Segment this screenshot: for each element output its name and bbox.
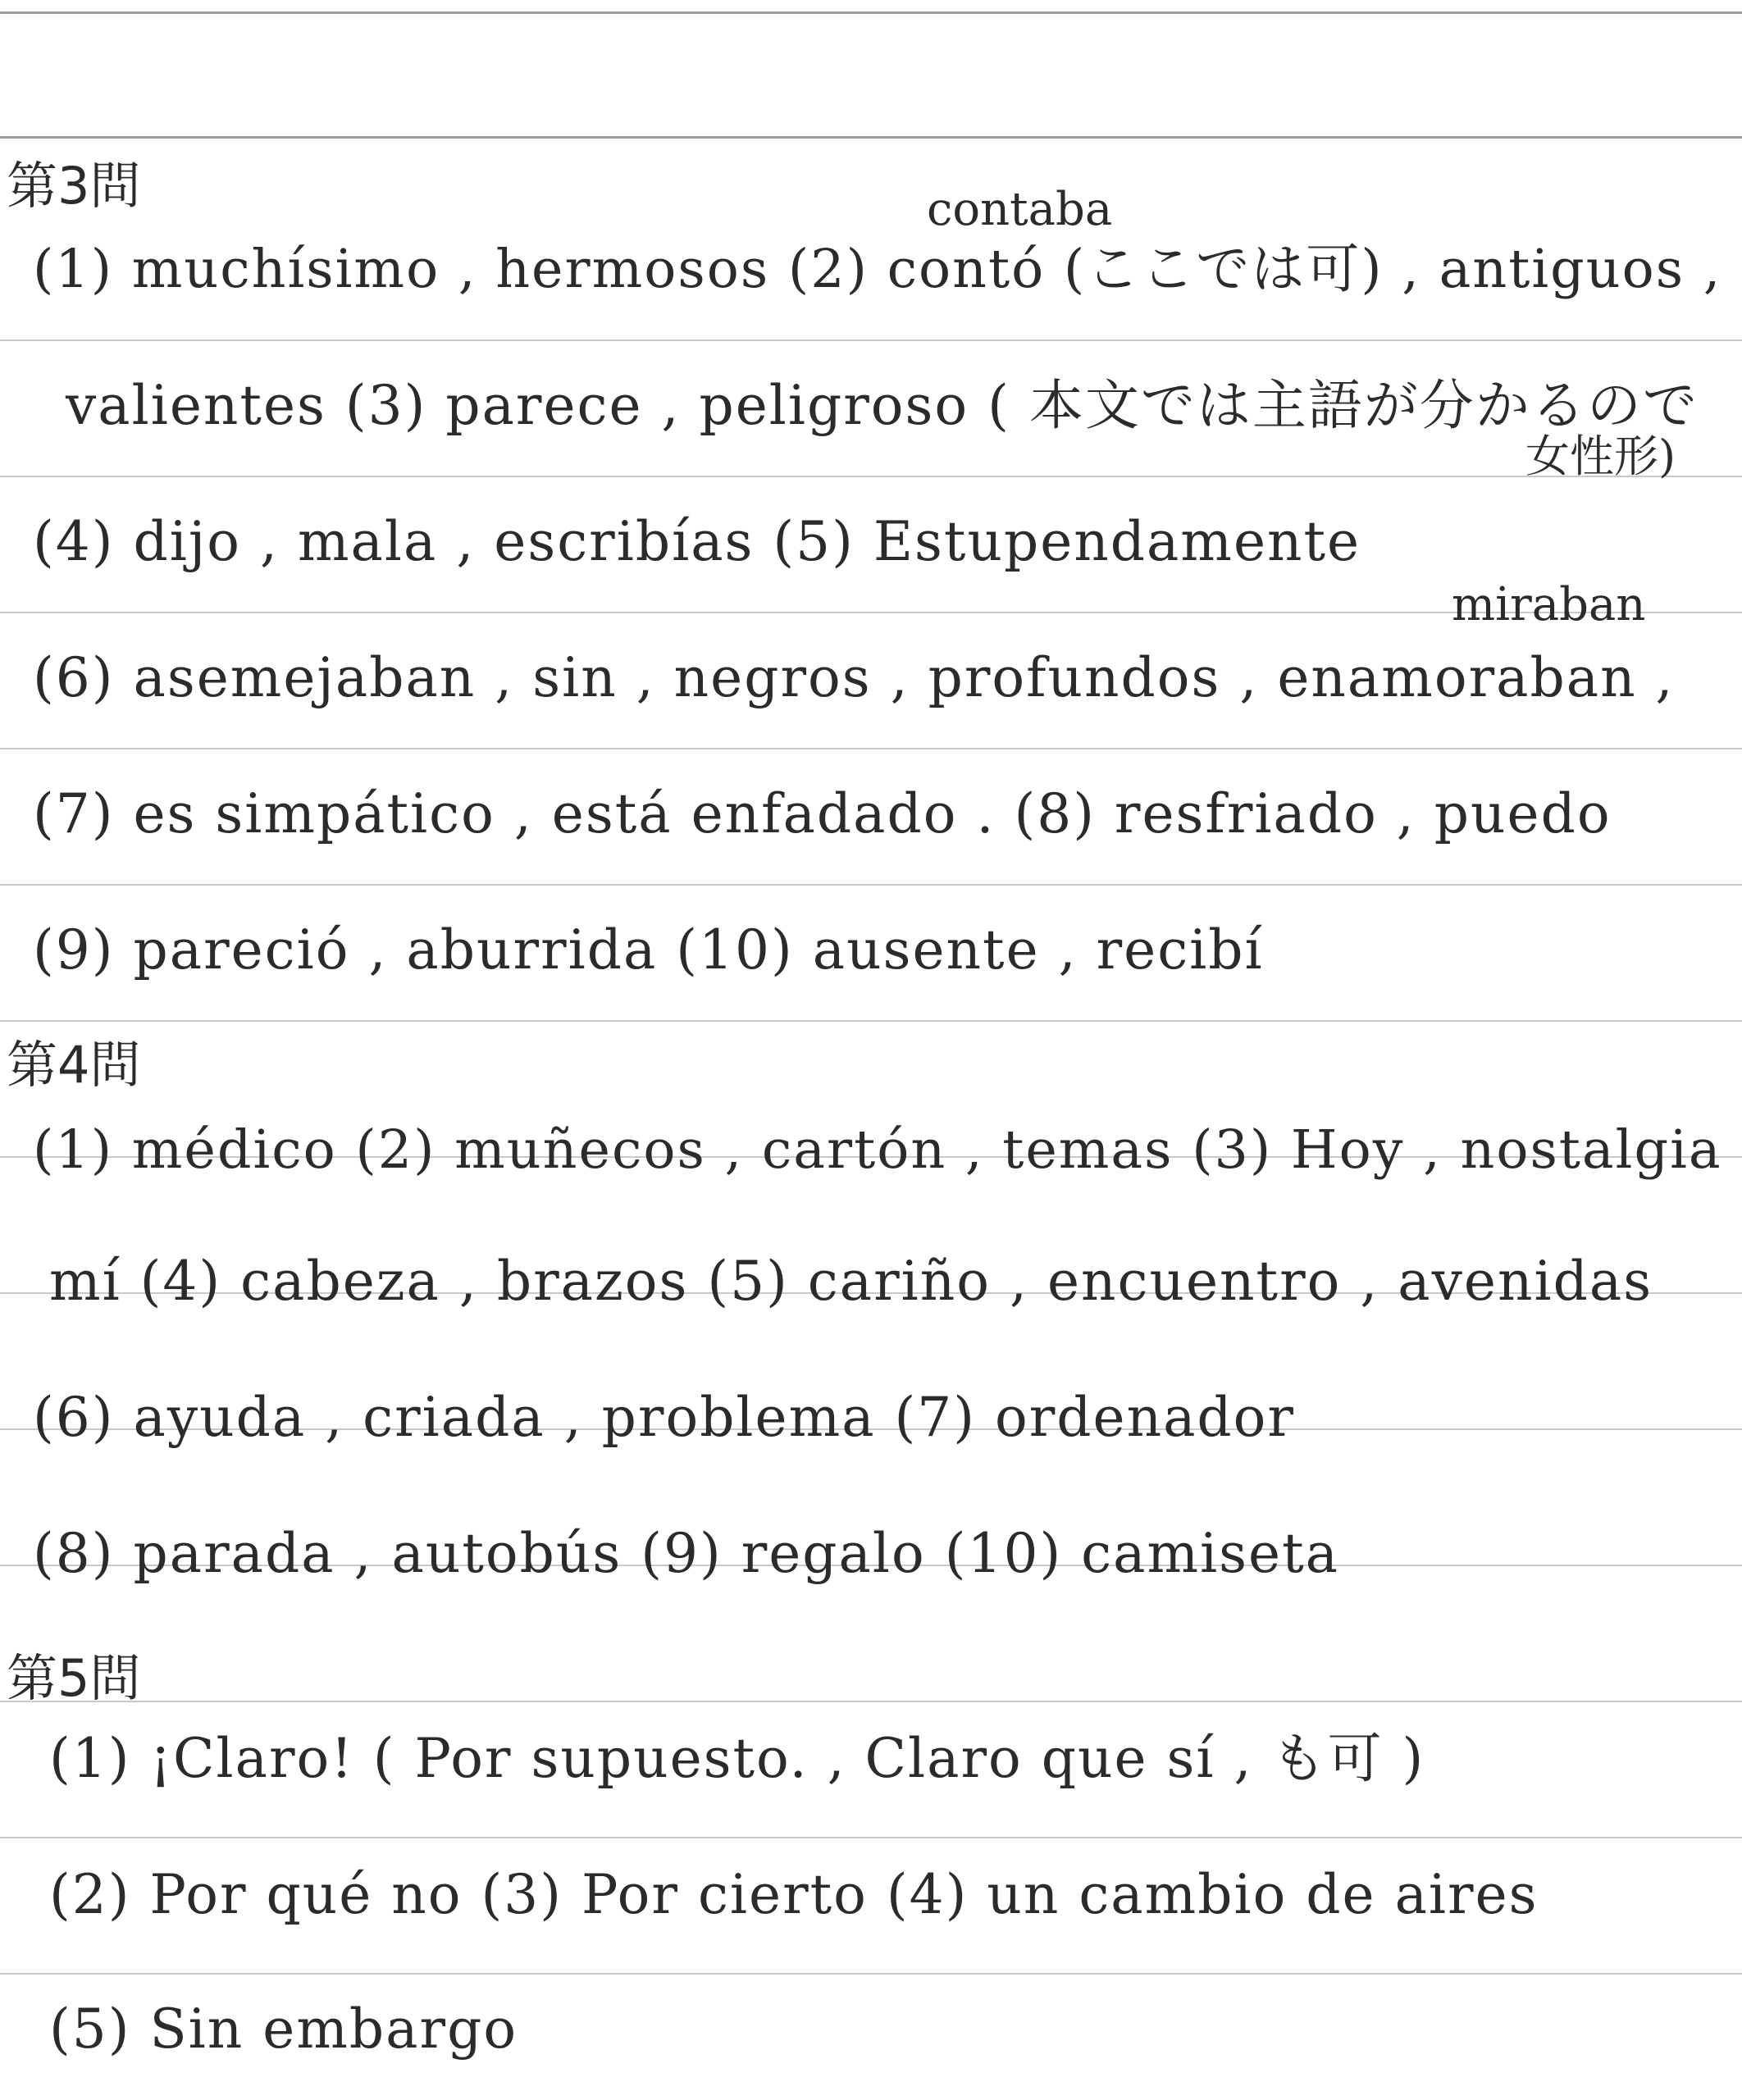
top-rule xyxy=(0,11,1742,14)
answer-line: (8) parada , autobús (9) regalo (10) camiseta xyxy=(33,1522,1339,1585)
answer-line: (9) pareció , aburrida (10) ausente , recibí xyxy=(33,918,1264,982)
ruled-line xyxy=(0,748,1742,749)
ruled-line xyxy=(0,476,1742,477)
answer-line: (6) asemejaban , sin , negros , profundos , enamoraban , xyxy=(33,646,1675,709)
annotation-feminine-form: 女性形) xyxy=(1525,430,1676,482)
answer-line: (5) Sin embargo xyxy=(49,1998,518,2061)
answer-line: (2) Por qué no (3) Por cierto (4) un cambio de aires xyxy=(49,1863,1539,1926)
section-title-5: 第5問 xyxy=(7,1648,141,1708)
answer-line: valientes (3) parece , peligroso ( 本文では主語が分かるので xyxy=(66,374,1699,437)
answer-line: (1) médico (2) muñecos , cartón , temas (3) Hoy , nostalgia xyxy=(33,1119,1722,1181)
answer-line: (6) ayuda , criada , problema (7) ordenador xyxy=(33,1386,1295,1449)
answer-line: (7) es simpático , está enfadado . (8) resfriado , puedo xyxy=(33,782,1612,845)
ruled-line xyxy=(0,884,1742,886)
section-title-4: 第4問 xyxy=(7,1035,141,1095)
answer-line: (1) ¡Claro! ( Por supuesto. , Claro que sí , も可 ) xyxy=(49,1727,1425,1790)
answer-line: mí (4) cabeza , brazos (5) cariño , encuentro , avenidas xyxy=(49,1250,1653,1313)
ruled-line xyxy=(0,1020,1742,1022)
answer-line: (4) dijo , mala , escribías (5) Estupendamente xyxy=(33,510,1361,573)
annotation-miraban: miraban xyxy=(1452,578,1646,631)
ruled-line xyxy=(0,339,1742,341)
section-title-3: 第3問 xyxy=(7,156,141,216)
ruled-line xyxy=(0,1701,1742,1702)
ruled-line xyxy=(0,1973,1742,1975)
margin-rule xyxy=(0,136,1742,139)
answer-line: (1) muchísimo , hermosos (2) contó (ここでは可) , antiguos , xyxy=(33,239,1722,300)
annotation-contaba: contaba xyxy=(927,183,1113,236)
ruled-line xyxy=(0,1837,1742,1838)
